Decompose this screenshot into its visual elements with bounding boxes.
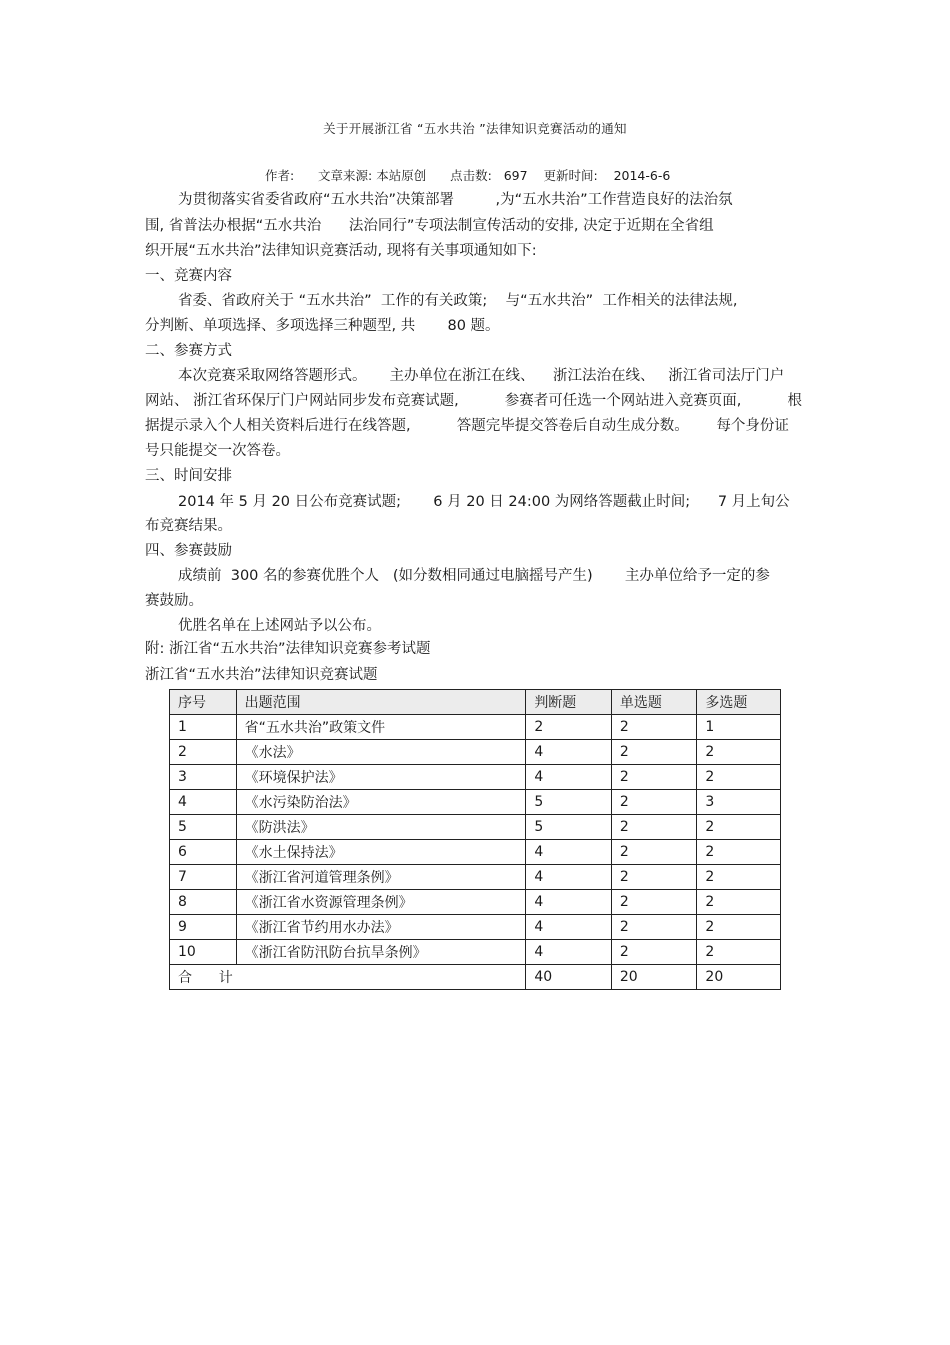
table-cell: 7	[170, 865, 237, 890]
table-cell: 《浙江省河道管理条例》	[236, 865, 526, 890]
article-meta: 作者: 文章来源: 本站原创 点击数: 697 更新时间: 2014-6-6	[265, 168, 671, 183]
table-cell: 5	[526, 790, 612, 815]
table-cell: 《环境保护法》	[236, 765, 526, 790]
table-cell: 省“五水共治”政策文件	[236, 715, 526, 740]
header-cell: 出题范围	[236, 690, 526, 715]
paragraph-line: 2014 年 5 月 20 日公布竞赛试题; 6 月 20 日 24:00 为网络答题截止时间; 7 月上旬公	[178, 494, 790, 510]
header-cell: 判断题	[526, 690, 612, 715]
table-cell: 《水土保持法》	[236, 840, 526, 865]
table-cell: 2	[697, 865, 781, 890]
quiz-distribution-table	[169, 689, 781, 990]
table-row	[170, 765, 781, 790]
table-row	[170, 940, 781, 965]
paragraph-line: 围, 省普法办根据“五水共治 法治同行”专项法制宣传活动的安排, 决定于近期在全省组	[145, 218, 714, 234]
table-cell: 4	[526, 840, 612, 865]
table-cell: 《水法》	[236, 740, 526, 765]
table-cell: 2	[697, 840, 781, 865]
table-cell: 2	[611, 865, 697, 890]
paragraph-line: 织开展“五水共治”法律知识竞赛活动, 现将有关事项通知如下:	[145, 243, 537, 259]
table-cell: 2	[611, 840, 697, 865]
table-cell: 2	[697, 915, 781, 940]
paragraph-line: 优胜名单在上述网站予以公布。	[178, 618, 381, 634]
table-row	[170, 840, 781, 865]
total-cell: 40	[526, 965, 612, 990]
header-cell: 序号	[170, 690, 237, 715]
paragraph-line: 为贯彻落实省委省政府“五水共治”决策部署 ,为“五水共治”工作营造良好的法治氛	[178, 192, 733, 208]
table-cell: 3	[170, 765, 237, 790]
section-heading: 一、竞赛内容	[145, 268, 232, 284]
paragraph-line: 本次竞赛采取网络答题形式。 主办单位在浙江在线、 浙江法治在线、 浙江省司法厅门户	[178, 368, 785, 384]
table-cell: 《防洪法》	[236, 815, 526, 840]
table-cell: 4	[526, 890, 612, 915]
paragraph-line: 据提示录入个人相关资料后进行在线答题, 答题完毕提交答卷后自动生成分数。 每个身份证	[145, 418, 789, 434]
table-cell: 2	[611, 790, 697, 815]
table-cell: 6	[170, 840, 237, 865]
table-row	[170, 815, 781, 840]
table-cell: 4	[526, 865, 612, 890]
header-cell: 多选题	[697, 690, 781, 715]
table-cell: 4	[526, 940, 612, 965]
total-cell: 20	[697, 965, 781, 990]
table-cell: 《浙江省节约用水办法》	[236, 915, 526, 940]
section-heading: 二、参赛方式	[145, 343, 232, 359]
table-total-row	[170, 965, 781, 990]
section-heading: 四、参赛鼓励	[145, 543, 232, 559]
table-cell: 2	[611, 915, 697, 940]
table-cell: 4	[526, 765, 612, 790]
table-row	[170, 890, 781, 915]
table-cell: 10	[170, 940, 237, 965]
table-cell: 2	[526, 715, 612, 740]
table-cell: 4	[170, 790, 237, 815]
table-cell: 2	[611, 715, 697, 740]
table-cell: 《浙江省水资源管理条例》	[236, 890, 526, 915]
table-cell: 4	[526, 915, 612, 940]
paragraph-line: 省委、省政府关于 “五水共治” 工作的有关政策; 与“五水共治” 工作相关的法律法规,	[178, 293, 738, 309]
table-cell: 《水污染防治法》	[236, 790, 526, 815]
table-cell: 1	[697, 715, 781, 740]
paragraph-line: 号只能提交一次答卷。	[145, 443, 290, 459]
table-caption: 浙江省“五水共治”法律知识竞赛试题	[145, 667, 378, 683]
table-cell: 2	[611, 940, 697, 965]
table-cell: 2	[611, 815, 697, 840]
header-cell: 单选题	[611, 690, 697, 715]
table-cell: 5	[526, 815, 612, 840]
table-cell: 5	[170, 815, 237, 840]
table-header-row	[170, 690, 781, 715]
table-cell: 《浙江省防汛防台抗旱条例》	[236, 940, 526, 965]
table-cell: 9	[170, 915, 237, 940]
paragraph-line: 网站、 浙江省环保厅门户网站同步发布竞赛试题, 参赛者可任选一个网站进入竞赛页面, 根	[145, 393, 803, 409]
table-cell: 2	[697, 940, 781, 965]
table-cell: 3	[697, 790, 781, 815]
table-cell: 2	[611, 765, 697, 790]
table-row	[170, 915, 781, 940]
table-row	[170, 740, 781, 765]
table-row	[170, 865, 781, 890]
paragraph-line: 成绩前 300 名的参赛优胜个人 (如分数相同通过电脑摇号产生) 主办单位给予一定的参	[178, 568, 770, 584]
table-cell: 2	[697, 890, 781, 915]
table-cell: 2	[697, 815, 781, 840]
table-cell: 1	[170, 715, 237, 740]
table-cell: 2	[170, 740, 237, 765]
table-cell: 2	[611, 890, 697, 915]
paragraph-line: 布竞赛结果。	[145, 518, 232, 534]
table-row	[170, 790, 781, 815]
total-label: 合 计	[170, 965, 526, 990]
document-title: 关于开展浙江省 “五水共治 ”法律知识竞赛活动的通知	[323, 121, 627, 136]
table-cell: 2	[697, 740, 781, 765]
table-cell: 4	[526, 740, 612, 765]
appendix-line: 附: 浙江省“五水共治”法律知识竞赛参考试题	[145, 641, 431, 657]
section-heading: 三、时间安排	[145, 468, 232, 484]
table-cell: 8	[170, 890, 237, 915]
table-row	[170, 715, 781, 740]
total-cell: 20	[611, 965, 697, 990]
paragraph-line: 分判断、单项选择、多项选择三种题型, 共 80 题。	[145, 318, 500, 334]
table-cell: 2	[697, 765, 781, 790]
paragraph-line: 赛鼓励。	[145, 593, 203, 609]
table-cell: 2	[611, 740, 697, 765]
